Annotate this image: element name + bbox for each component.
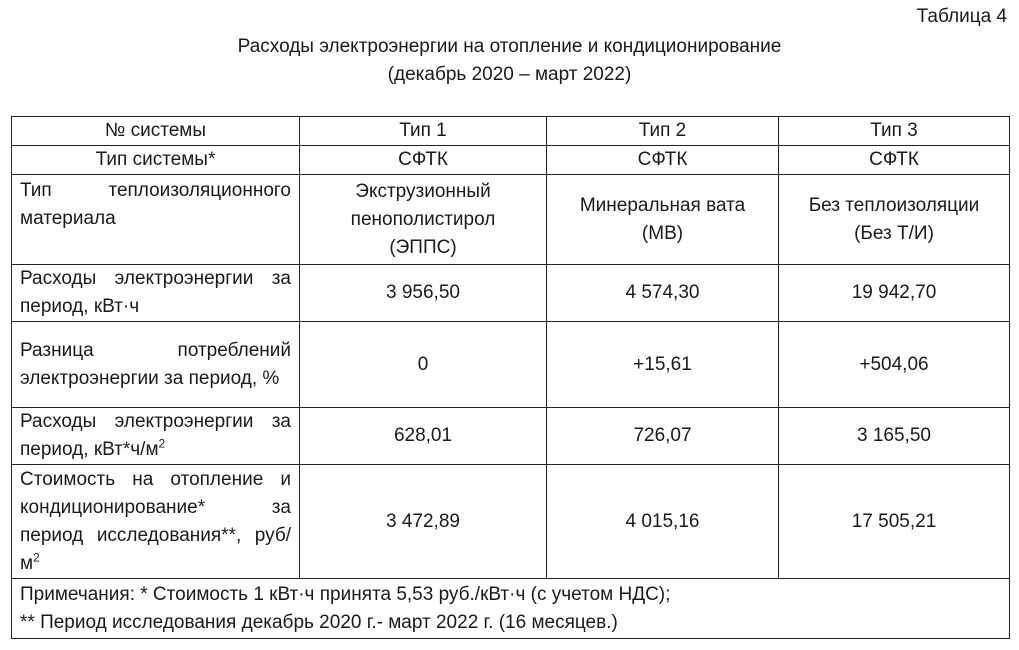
cell-consumption-m2-3: 3 165,50 [779, 408, 1010, 465]
cell-insulation-1-line1: Экструзионный [355, 180, 491, 202]
row-label-consumption-m2 [12, 408, 300, 465]
table-row-consumption [12, 265, 1010, 322]
notes-line1: Примечания: * Стоимость 1 кВт·ч принята 5,53 руб./кВт·ч (с учетом НДС); [20, 583, 671, 605]
notes-line2: ** Период исследования декабрь 2020 г.- март 2022 г. (16 месяцев.) [20, 611, 618, 633]
cell-insulation-1-line2: пенополистирол [350, 208, 496, 230]
header-cell-type1: Тип 1 [300, 117, 547, 146]
header-cell-system-number: № системы [12, 117, 300, 146]
table-row-system-type [12, 146, 1010, 175]
superscript-2: 2 [158, 436, 166, 451]
cell-system-type-2: СФТК [547, 146, 779, 175]
table-row-difference [12, 322, 1010, 408]
cell-difference-3: +504,06 [779, 322, 1010, 408]
row-label-cost-text: Стоимость на отопление и кондиционирование* за период исследования**, руб/м [20, 468, 291, 574]
cell-cost-2: 4 015,16 [547, 465, 779, 579]
cell-consumption-2: 4 574,30 [547, 265, 779, 322]
cell-insulation-3 [779, 175, 1010, 265]
cell-difference-2: +15,61 [547, 322, 779, 408]
table-title [0, 33, 1019, 89]
row-label-insulation: Тип теплоизоляционного материала [12, 175, 300, 265]
cell-insulation-3-line1: Без теплоизоляции [808, 194, 980, 216]
header-cell-type2: Тип 2 [547, 117, 779, 146]
cell-insulation-2-line1: Минеральная вата [579, 194, 746, 216]
cell-insulation-2 [547, 175, 779, 265]
table-title-line2: (декабрь 2020 – март 2022) [387, 64, 632, 85]
cell-insulation-1 [300, 175, 547, 265]
cell-cost-3: 17 505,21 [779, 465, 1010, 579]
superscript-2: 2 [33, 550, 40, 565]
cell-cost-1: 3 472,89 [300, 465, 547, 579]
header-cell-type3: Тип 3 [779, 117, 1010, 146]
cell-insulation-3-line2: (Без Т/И) [854, 222, 934, 244]
table-number-label: Таблица 4 [916, 6, 1007, 27]
cell-system-type-3: СФТК [779, 146, 1010, 175]
row-label-difference: Разница потреблений электроэнергии за период, % [12, 322, 300, 408]
row-label-consumption-m2-text: Расходы электроэнергии за период, кВт*ч/м [20, 411, 291, 460]
cell-insulation-2-line2: (МВ) [641, 222, 684, 244]
cell-consumption-m2-2: 726,07 [547, 408, 779, 465]
row-label-cost [12, 465, 300, 579]
table-row-cost [12, 465, 1010, 579]
cell-difference-1: 0 [300, 322, 547, 408]
cell-consumption-m2-1: 628,01 [300, 408, 547, 465]
table-title-line1: Расходы электроэнергии на отопление и кондиционирование [237, 36, 782, 57]
table-row-insulation [12, 175, 1010, 265]
cell-consumption-3: 19 942,70 [779, 265, 1010, 322]
table-row-notes [12, 579, 1010, 639]
data-table [11, 116, 1010, 639]
table-row-consumption-m2 [12, 408, 1010, 465]
cell-insulation-1-line3: (ЭППС) [389, 236, 457, 258]
row-label-consumption: Расходы электроэнергии за период, кВт·ч [12, 265, 300, 322]
cell-consumption-1: 3 956,50 [300, 265, 547, 322]
cell-system-type-1: СФТК [300, 146, 547, 175]
table-row-header [12, 117, 1010, 146]
notes-cell [12, 579, 1010, 639]
row-label-system-type: Тип системы* [12, 146, 300, 175]
